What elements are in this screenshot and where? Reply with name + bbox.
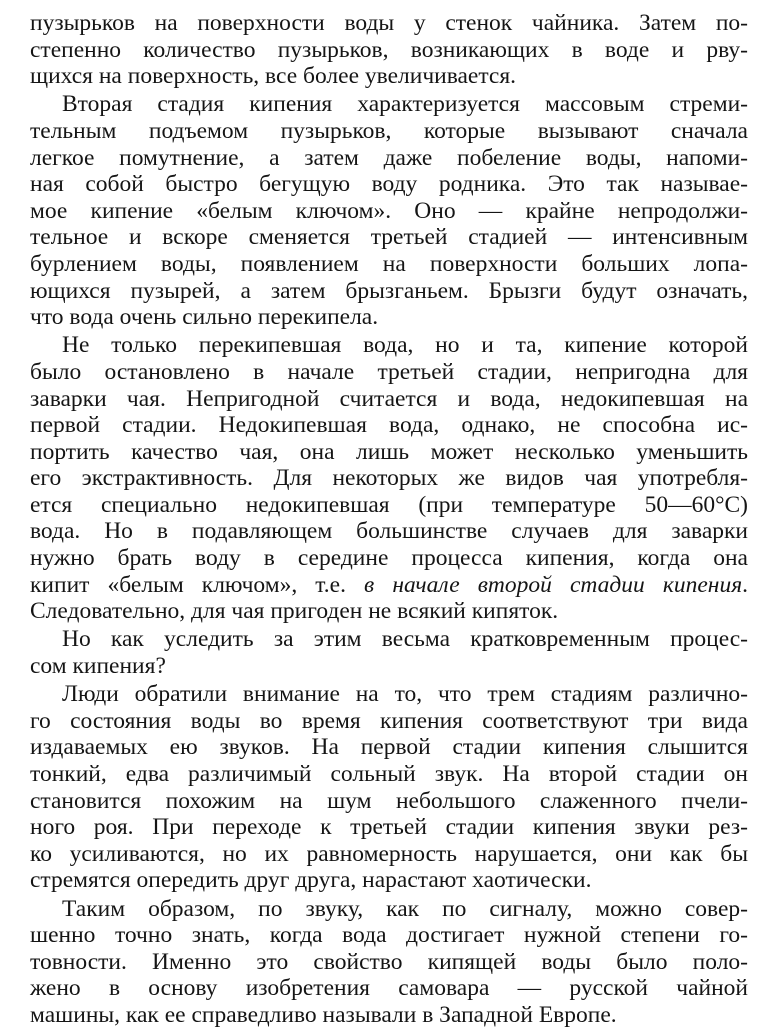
book-page	[30, 10, 748, 1029]
text-line: ющихся пузырей, а затем брызганьем. Брызги будут означать,	[30, 277, 748, 304]
text-line: жено в основу изобретения самовара — русской чайной	[30, 975, 748, 1002]
text-line: издаваемых ею звуков. На первой стадии кипения слышится	[30, 734, 748, 761]
text-line: легкое помутнение, а затем даже побеление воды, напоми-	[30, 144, 748, 171]
text-line: ная собой быстро бегущую воду родника. Это так называе-	[30, 171, 748, 198]
text-line: Следовательно, для чая пригоден не всякий кипяток.	[30, 598, 559, 625]
text-line: что вода очень сильно перекипела.	[30, 304, 379, 331]
text-line: бурлением воды, появлением на поверхности больших лопа-	[30, 250, 748, 277]
italic-emphasis: в начале второй стадии кипения	[364, 571, 743, 598]
text-line: го состояния воды во время кипения соответствуют три вида	[30, 707, 748, 734]
text-line-with-italic	[30, 572, 748, 599]
paragraph-4	[30, 626, 748, 679]
text-line: стремятся опередить друг друга, нарастают хаотически.	[30, 867, 592, 894]
text-line: тельное и вскоре сменяется третьей стадией — интенсивным	[30, 224, 748, 251]
text-line: тельным подъемом пузырьков, которые вызывают сначала	[30, 117, 748, 144]
paragraph-1	[30, 10, 748, 90]
text-line: было остановлено в начале третьей стадии, непригодна для	[30, 358, 748, 385]
text-line: ного роя. При переходе к третьей стадии кипения звуки рез-	[30, 814, 748, 841]
text-line: заварки чая. Непригодной считается и вода, недокипевшая на	[30, 385, 748, 412]
text-line: Вторая стадия кипения характеризуется массовым стреми-	[62, 91, 748, 118]
text-line: щихся на поверхность, все более увеличивается.	[30, 63, 517, 90]
text-line: пузырьков на поверхности воды у стенок чайника. Затем по-	[30, 10, 748, 36]
text-fragment: кипит «белым ключом», т.е.	[30, 571, 365, 598]
text-line: шенно точно знать, когда вода достигает нужной степени го-	[30, 922, 748, 949]
text-line: товности. Именно это свойство кипящей воды было поло-	[30, 948, 748, 975]
text-line: портить качество чая, она лишь может несколько уменьшить	[30, 438, 748, 465]
text-line: мое кипение «белым ключом». Оно — крайне непродолжи-	[30, 197, 748, 224]
text-line: первой стадии. Недокипевшая вода, однако, не способна ис-	[30, 412, 748, 439]
text-line: Не только перекипевшая вода, но и та, кипение которой	[62, 332, 748, 359]
text-line: вода. Но в подавляющем большинстве случаев для заварки	[30, 518, 748, 545]
text-line: сом кипения?	[30, 653, 166, 680]
text-fragment: .	[742, 571, 748, 598]
text-line: нужно брать воду в середине процесса кипения, когда она	[30, 545, 748, 572]
text-line: Но как уследить за этим весьма кратковременным процес-	[62, 626, 748, 653]
text-line: его экстрактивность. Для некоторых же видов чая употребля-	[30, 465, 748, 492]
text-line: ко усиливаются, но их равномерность нарушается, они как бы	[30, 840, 748, 867]
text-line: Люди обратили внимание на то, что трем стадиям различно-	[62, 681, 748, 708]
text-line: степенно количество пузырьков, возникающих в воде и рву-	[30, 36, 748, 63]
text-line: ется специально недокипевшая (при температуре 50—60°С)	[30, 491, 748, 518]
paragraph-6	[30, 896, 748, 1029]
text-line: машины, как ее справедливо называли в Западной Европе.	[30, 1001, 617, 1028]
paragraph-5	[30, 681, 748, 894]
paragraph-2	[30, 91, 748, 330]
paragraph-3	[30, 332, 748, 625]
text-line: Таким образом, по звуку, как по сигналу, можно совер-	[62, 895, 748, 922]
text-line: тонкий, едва различимый сольный звук. На второй стадии он	[30, 761, 748, 787]
text-line: становится похожим на шум небольшого слаженного пчели-	[30, 787, 748, 814]
